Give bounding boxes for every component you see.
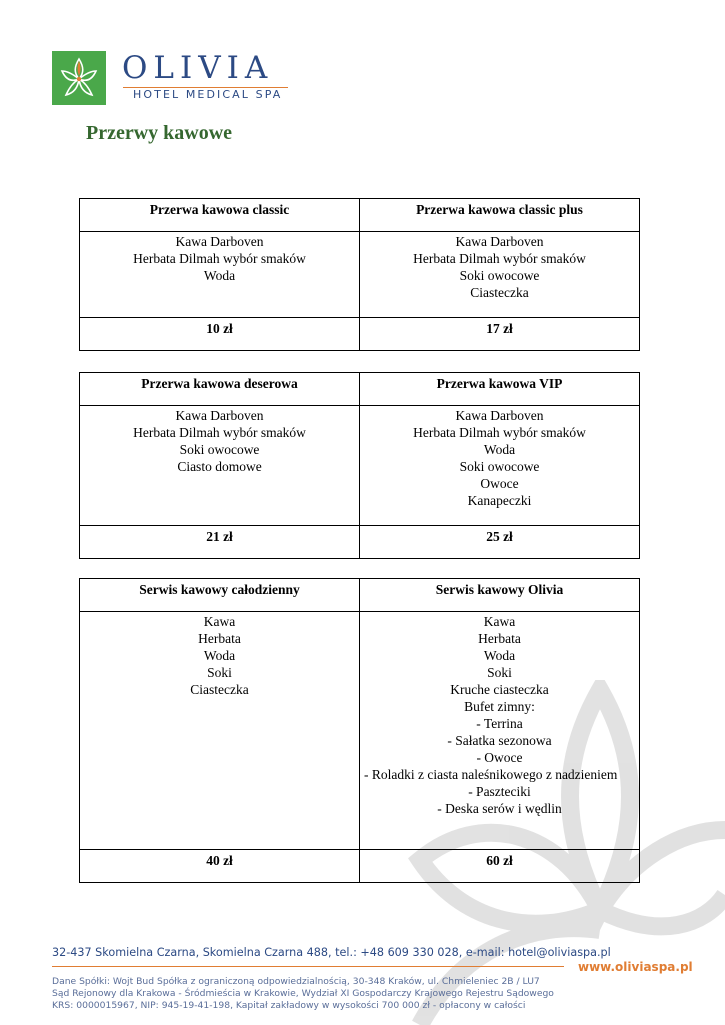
list-item: Woda bbox=[483, 648, 516, 663]
offer-name: Przerwa kawowa classic bbox=[80, 199, 360, 232]
company-line: Sąd Rejonowy dla Krakowa - Śródmieścia w Krakowie, Wydział XI Gospodarczy Krajowego Rejestru Sądowego bbox=[52, 988, 554, 999]
footer-divider bbox=[52, 966, 564, 967]
list-item: Soki owocowe bbox=[459, 459, 540, 474]
list-item: Herbata Dilmah wybór smaków bbox=[413, 425, 586, 440]
list-item: - Sałatka sezonowa bbox=[447, 733, 552, 748]
website-link[interactable]: www.oliviaspa.pl bbox=[578, 960, 693, 974]
list-item: Ciasteczka bbox=[190, 682, 249, 697]
offer-name: Serwis kawowy Olivia bbox=[360, 579, 640, 612]
list-item: Soki owocowe bbox=[459, 268, 540, 283]
brand-name: OLIVIA bbox=[122, 50, 274, 86]
footer-contact: 32-437 Skomielna Czarna, Skomielna Czarna 488, tel.: +48 609 330 028, e-mail: hotel@oliviaspa.pl bbox=[52, 946, 611, 959]
list-item: Kawa bbox=[483, 614, 516, 629]
offer-table-3 bbox=[79, 578, 640, 883]
list-item: Woda bbox=[203, 268, 236, 283]
list-item: - Paszteciki bbox=[468, 784, 531, 799]
list-item: Kawa Darboven bbox=[175, 234, 264, 249]
list-item: - Deska serów i wędlin bbox=[437, 801, 562, 816]
company-line: KRS: 0000015967, NIP: 945-19-41-198, Kapitał zakładowy w wysokości 700 000 zł - opłacony w całości bbox=[52, 1000, 526, 1011]
offer-price: 17 zł bbox=[360, 318, 640, 351]
hotel-logo bbox=[52, 51, 106, 105]
list-item: Herbata Dilmah wybór smaków bbox=[133, 251, 306, 266]
flower-logo-icon bbox=[52, 51, 106, 105]
offer-name: Przerwa kawowa deserowa bbox=[80, 373, 360, 406]
offer-name: Przerwa kawowa VIP bbox=[360, 373, 640, 406]
list-item: - Terrina bbox=[476, 716, 523, 731]
list-item: Soki bbox=[487, 665, 512, 680]
company-line: Dane Spółki: Wojt Bud Spółka z ograniczoną odpowiedzialnością, 30-348 Kraków, ul. Chmieleniec 2B / LU7 bbox=[52, 976, 540, 987]
list-item: - Roladki z ciasta naleśnikowego z nadzieniem bbox=[364, 767, 618, 782]
page-title: Przerwy kawowe bbox=[86, 122, 233, 144]
list-item: Soki bbox=[207, 665, 232, 680]
offer-name: Serwis kawowy całodzienny bbox=[80, 579, 360, 612]
offer-table-2 bbox=[79, 372, 640, 559]
list-item: Woda bbox=[483, 442, 516, 457]
offer-name: Przerwa kawowa classic plus bbox=[360, 199, 640, 232]
offer-price: 10 zł bbox=[80, 318, 360, 351]
list-item: Owoce bbox=[480, 476, 519, 491]
offer-items bbox=[80, 406, 360, 526]
offer-items bbox=[360, 232, 640, 318]
list-item: Herbata Dilmah wybór smaków bbox=[133, 425, 306, 440]
list-item: Herbata bbox=[478, 631, 521, 646]
offer-price: 25 zł bbox=[360, 526, 640, 559]
offer-price: 60 zł bbox=[360, 850, 640, 883]
offer-price: 40 zł bbox=[80, 850, 360, 883]
offer-items bbox=[360, 612, 640, 850]
list-item: Kawa bbox=[203, 614, 236, 629]
offer-price: 21 zł bbox=[80, 526, 360, 559]
brand-subtitle: HOTEL MEDICAL SPA bbox=[133, 88, 283, 101]
list-item: Kawa Darboven bbox=[175, 408, 264, 423]
list-item: Ciasto domowe bbox=[177, 459, 262, 474]
list-item: Herbata bbox=[198, 631, 241, 646]
list-item: Woda bbox=[203, 648, 236, 663]
list-item: Kruche ciasteczka bbox=[450, 682, 549, 697]
list-item: Kawa Darboven bbox=[455, 408, 544, 423]
offer-items bbox=[80, 612, 360, 850]
footer-company-info bbox=[52, 976, 572, 1012]
list-item: Ciasteczka bbox=[470, 285, 529, 300]
offer-table-1 bbox=[79, 198, 640, 351]
offer-items bbox=[80, 232, 360, 318]
list-item: Soki owocowe bbox=[179, 442, 260, 457]
list-item: Kanapeczki bbox=[467, 493, 532, 508]
list-item: Kawa Darboven bbox=[455, 234, 544, 249]
list-item: Herbata Dilmah wybór smaków bbox=[413, 251, 586, 266]
list-item: Bufet zimny: bbox=[464, 699, 535, 714]
list-item: - Owoce bbox=[476, 750, 523, 765]
offer-items bbox=[360, 406, 640, 526]
